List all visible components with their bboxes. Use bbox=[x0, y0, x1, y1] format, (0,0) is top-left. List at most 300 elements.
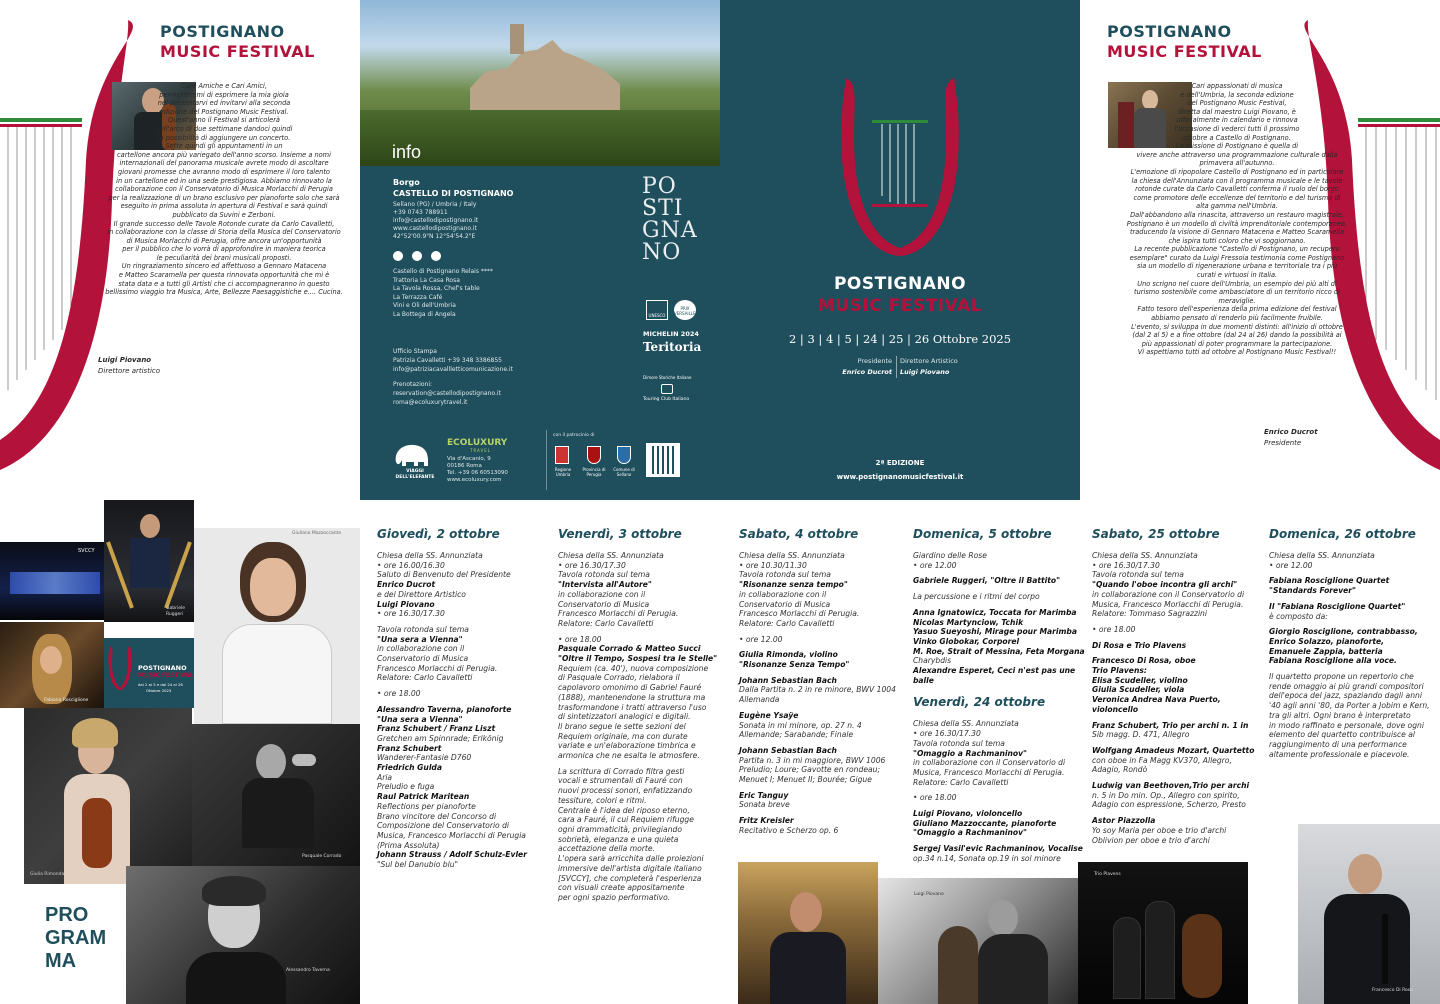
day-column-4 bbox=[913, 527, 1085, 864]
program-line: Relatore: Carlo Cavalletti bbox=[377, 673, 473, 683]
program-line: Allemanda bbox=[739, 695, 780, 705]
text-line: Cari appassionati di musica bbox=[1191, 82, 1283, 90]
program-line: con visuali create appositamente bbox=[558, 883, 685, 893]
program-line: "Una sera a Vienna" bbox=[377, 634, 463, 644]
program-line: Musica, Francesco Morlacchi di Perugia bbox=[377, 830, 526, 840]
program-line: • ore 16.30/17.30 bbox=[377, 609, 445, 619]
press-block bbox=[393, 357, 513, 374]
day-title: Domenica, 5 ottobre bbox=[913, 527, 1052, 541]
program-line: op.34 n.14, Sonata op.19 in sol minore bbox=[913, 853, 1061, 863]
program-line: Relatore: Carlo Cavalletti bbox=[558, 618, 654, 628]
text-line: in un cartellone ed in una sede prestigiosa. Abbiamo rinnovato la bbox=[116, 176, 332, 185]
program-line: Menuet I; Menuet II; Bourée; Gigue bbox=[739, 775, 872, 785]
text-line: Vini e Oli dell'Umbria bbox=[393, 302, 456, 309]
cover-panel bbox=[720, 0, 1080, 500]
left-panel-title-1: POSTIGNANO bbox=[160, 22, 285, 41]
text-line: Fatto tesoro dell'esperienza della prima edizione del festival bbox=[1137, 305, 1337, 314]
text-line: per il pubblico che lo vorrà di approfondire in maniera teorica bbox=[122, 245, 326, 254]
program-line: dell'epoca del jazz, spaziando dagli anni bbox=[1269, 691, 1422, 701]
social-icons bbox=[393, 246, 441, 265]
program-line: Johann Strauss / Adolf Schulz-Evler bbox=[377, 850, 527, 860]
youtube-icon[interactable] bbox=[431, 251, 441, 261]
text-line: cartellone ancora più variegato dell'anno scorso. Insieme a nomi bbox=[117, 150, 331, 159]
program-line: Requiem (ca. 40'), nuova composizione bbox=[558, 663, 709, 673]
elephant-icon bbox=[392, 442, 432, 468]
text-line: L'emozione di ripopolare Castello di Postignano ed in particolare bbox=[1130, 167, 1344, 176]
program-line: Di Rosa e Trio Plavens bbox=[1092, 640, 1187, 650]
text-line: permettetemi di esprimere la mia gioia bbox=[159, 90, 289, 99]
program-line: "Omaggio a Rachmaninov" bbox=[913, 828, 1028, 838]
program-line: Tavola rotonda sul tema bbox=[1092, 570, 1184, 580]
program-line: Chiesa della SS. Annunziata bbox=[1092, 551, 1198, 560]
program-line: Sib magg. D. 471, Allegro bbox=[1092, 730, 1190, 740]
text-line: e dell'Umbria, la seconda edizione bbox=[1180, 90, 1294, 99]
program-line: Elisa Scudeller, violino bbox=[1092, 675, 1188, 685]
program-line: Anna Ignatowicz, Toccata for Marimba bbox=[913, 607, 1077, 617]
text-line: ufficialmente in calendario e rinnova bbox=[1176, 116, 1298, 125]
program-line: Dalla Partita n. 2 in re minore, BWV 1004 bbox=[739, 685, 896, 695]
text-line: edizione del Postignano Music Festival. bbox=[159, 107, 289, 116]
day-title: Giovedì, 2 ottobre bbox=[377, 527, 500, 541]
program-line: Astor Piazzolla bbox=[1092, 816, 1156, 826]
program-line: Trio Plavens: bbox=[1092, 666, 1147, 676]
text-line: Un ringraziamento sincero ed affettuoso a Gennaro Matacena bbox=[121, 262, 327, 271]
program-line: "Risonanze Senza Tempo" bbox=[739, 660, 850, 670]
text-line: abbiamo pensato di renderlo più facilmente fruibile. bbox=[1151, 314, 1323, 323]
text-line: STI bbox=[642, 196, 684, 221]
photo-collage bbox=[0, 500, 360, 1004]
text-line: traducendo la visione di Gennaro Matacena e Matteo Scaramella bbox=[1129, 228, 1345, 237]
right-letter-panel bbox=[1080, 0, 1440, 500]
giuliano-photo: Giuliano Mazzoccante bbox=[194, 528, 360, 724]
program-line: Tavola rotonda sul tema bbox=[377, 624, 469, 634]
program-line: • ore 16.30/17.30 bbox=[558, 560, 626, 570]
program-line: nuovi processi sonori, enfatizzando bbox=[558, 786, 693, 796]
day-column-2 bbox=[558, 527, 728, 903]
program-line: • ore 12.00 bbox=[739, 634, 783, 644]
program-line: Gretchen am Spinnrade; Erlkönig bbox=[377, 733, 504, 743]
text-line: La missione di Postignano è quella di bbox=[1175, 142, 1299, 151]
edition-label: 2ª EDIZIONE bbox=[875, 459, 925, 467]
program-line: Fabiana Rosciglione alla voce. bbox=[1269, 656, 1397, 666]
program-line: Musica, Francesco Morlacchi di Perugia. bbox=[913, 767, 1065, 777]
program-line: Adagio con espressione, Scherzo, Presto bbox=[1092, 800, 1246, 810]
text-line: del Postignano Music Festival, bbox=[1187, 99, 1287, 108]
program-line: "Sul bel Danubio blu" bbox=[377, 860, 459, 870]
text-line: NO bbox=[642, 240, 682, 265]
text-line: Uno scrigno nel cuore dell'Umbria, un esempio dei più alti di bbox=[1137, 279, 1337, 288]
program-line: Musica, Francesco Morlacchi di Perugia. bbox=[1092, 599, 1244, 609]
facebook-icon[interactable] bbox=[393, 251, 403, 261]
program-line: • ore 18.00 bbox=[1092, 624, 1136, 634]
program-line: La scrittura di Corrado filtra gesti bbox=[558, 766, 685, 776]
program-line: in collaborazione con il bbox=[558, 589, 646, 599]
cover-divider bbox=[896, 356, 897, 378]
text-line: L'evento, si sviluppa in due momenti distinti: all'inizio di ottobre bbox=[1131, 322, 1343, 331]
program-line: Oblivion per oboe e trio d'archi bbox=[1092, 835, 1210, 845]
instagram-icon[interactable] bbox=[412, 251, 422, 261]
program-line: Charybdis bbox=[913, 656, 952, 666]
program-line: Tavola rotonda sul tema bbox=[739, 570, 831, 580]
day-column-5 bbox=[1092, 527, 1264, 845]
text-line: Postignano è un modello di civiltà imprenditoriale contemporanea, bbox=[1126, 219, 1348, 228]
text-line: Castello di Postignano Relais **** bbox=[393, 268, 493, 275]
program-line: • ore 16.30/17.30 bbox=[913, 729, 981, 739]
program-line: "Quando l'oboe incontra gli archi" bbox=[1092, 580, 1238, 590]
text-line: La recente pubblicazione "Castello di Postignano, un recupero bbox=[1134, 245, 1340, 254]
program-line: Chiesa della SS. Annunziata bbox=[1269, 551, 1375, 560]
text-line: in collaborazione con la classe di Storia della Musica del Conservatorio bbox=[107, 228, 341, 237]
text-line: PO bbox=[642, 174, 677, 199]
text-line: Vi aspettiamo tutti ad ottobre al Postignano Music Festival!! bbox=[1137, 348, 1337, 357]
text-line: che ispira tutti coloro che vi soggiornano. bbox=[1168, 236, 1306, 245]
text-line: rotonde curate da Carlo Cavalletti conferma il ruolo del borgo bbox=[1135, 185, 1339, 194]
day-title: Sabato, 25 ottobre bbox=[1092, 527, 1220, 541]
booking-label: Prenotazioni: bbox=[393, 381, 433, 388]
program-line: Centrale è l'idea del riposo eterno, bbox=[558, 805, 690, 815]
program-line: Allemande; Sarabande; Finale bbox=[739, 730, 854, 740]
fabiana-photo: Fabiana Rosciglione bbox=[0, 622, 104, 708]
borgo-name: CASTELLO DI POSTIGNANO bbox=[393, 189, 514, 198]
text-line: info@patriziacavallletticomunicazione.it bbox=[393, 365, 513, 373]
director-name: Luigi Piovano bbox=[900, 368, 950, 376]
text-line: Patrizia Cavalletti +39 348 3386855 bbox=[393, 357, 502, 364]
program-line: Fabiana Rosciglione Quartet bbox=[1269, 576, 1390, 586]
program-line: Wolfgang Amadeus Mozart, Quartetto bbox=[1092, 745, 1255, 755]
program-line: Chiesa della SS. Annunziata bbox=[739, 551, 845, 560]
right-panel-title-1: POSTIGNANO bbox=[1107, 22, 1232, 41]
president-name: Enrico Ducrot bbox=[842, 368, 892, 376]
program-line: Francesco Morlacchi di Perugia. bbox=[558, 609, 679, 619]
program-line: "Una sera a Vienna" bbox=[377, 714, 463, 724]
left-panel-title-2: MUSIC FESTIVAL bbox=[160, 42, 315, 61]
program-line: trasformandone i tratti attraverso l'uso bbox=[558, 702, 707, 712]
program-line: Saluto di Benvenuto del Presidente bbox=[377, 570, 511, 580]
text-line: vivere anche attraverso una programmazione culturale dalla bbox=[1136, 150, 1338, 159]
comune-sellano-crest bbox=[617, 446, 631, 464]
program-line: Partita n. 3 in mi maggiore, BWV 1006 bbox=[739, 755, 886, 765]
program-line: Pasquale Corrado & Matteo Succi bbox=[558, 644, 701, 654]
day-title: Venerdì, 3 ottobre bbox=[558, 527, 682, 541]
left-signature-role: Direttore artistico bbox=[98, 367, 161, 375]
text-line: La Terrazza Café bbox=[393, 293, 443, 301]
teritoria-label: Teritoria bbox=[643, 340, 702, 354]
program-line: • ore 18.00 bbox=[377, 689, 421, 699]
provincia-perugia-crest bbox=[587, 446, 601, 464]
text-line: GNA bbox=[642, 218, 698, 243]
program-line: Adagio, Rondò bbox=[1092, 765, 1148, 775]
text-line: turismo sostenibile come ambasciatore di un territorio ricco di bbox=[1134, 288, 1340, 297]
program-line: • ore 18.00 bbox=[558, 634, 602, 644]
program-line: cara a Fauré, il cui Requiem rifugge bbox=[558, 815, 694, 825]
program-line: Sergej Vasil'evic Rachmaninov, Vocalise bbox=[913, 844, 1083, 854]
program-line: in collaborazione con il Conservatorio di bbox=[1092, 589, 1245, 599]
regione-umbria-label: Regione Umbria bbox=[554, 467, 572, 477]
program-line: Alessandro Taverna, pianoforte bbox=[377, 704, 512, 714]
text-line: Care Amiche e Cari Amici, bbox=[181, 82, 267, 90]
text-line: Dall'abbandono alla rinascita, attraverso un restauro magistrale, bbox=[1130, 210, 1344, 219]
program-line: Tavola rotonda sul tema bbox=[558, 570, 650, 580]
ecoluxury-label: ECOLUXURY bbox=[447, 438, 508, 448]
right-signature-role: Presidente bbox=[1264, 439, 1302, 447]
text-line: La Bottega di Angela bbox=[393, 310, 456, 318]
program-line: raggiungimento di una performance bbox=[1269, 739, 1407, 749]
press-label: Ufficio Stampa bbox=[393, 348, 437, 355]
program-line: Giulia Scudeller, viola bbox=[1092, 685, 1185, 695]
pasquale-photo: Pasquale Corrado bbox=[192, 724, 360, 866]
text-line: 00186 Roma bbox=[447, 463, 482, 469]
text-line: per la realizzazione di un brano esclusivo per pianoforte solo che sarà bbox=[108, 193, 340, 202]
program-line: Johann Sebastian Bach bbox=[739, 675, 837, 685]
program-line: Luigi Piovano, violoncello bbox=[913, 809, 1023, 819]
text-line: reservation@castellodipostignano.it bbox=[393, 390, 501, 397]
program-line: Requiem originale, ma con durate bbox=[558, 731, 688, 741]
program-line: rende omaggio ai più grandi compositori bbox=[1269, 681, 1424, 691]
day-title: Sabato, 4 ottobre bbox=[739, 527, 859, 541]
website-link[interactable]: www.postignanomusicfestival.it bbox=[836, 473, 964, 481]
program-line: Fritz Kreisler bbox=[739, 816, 794, 826]
text-line: ottobre a Castello di Postignano. bbox=[1183, 133, 1291, 142]
lyre-logo bbox=[840, 78, 960, 258]
program-line: Francesco Morlacchi di Perugia. bbox=[739, 609, 860, 619]
program-line: Conservatorio di Musica bbox=[558, 599, 650, 609]
day-title: Domenica, 26 ottobre bbox=[1269, 527, 1416, 541]
day-column-1 bbox=[377, 527, 547, 870]
program-line: Enrico Ducrot bbox=[377, 580, 436, 590]
program-line: Tavola rotonda sul tema bbox=[913, 738, 1005, 748]
program-line: Chiesa della SS. Annunziata bbox=[913, 719, 1019, 729]
program-line: Relatore: Carlo Cavalletti bbox=[739, 618, 835, 628]
text-line: di Musica Morlacchi di Perugia, offre ancora un'opportunità bbox=[126, 236, 322, 245]
text-line: La Tavola Rossa, Chef's table bbox=[393, 285, 480, 292]
comune-sellano-label: Comune di Sellano bbox=[613, 467, 635, 477]
program-line: Preludio; Loure; Gavotte en rondeau; bbox=[739, 765, 881, 775]
program-line: n. 5 in Do min. Op., Allegro con spirito, bbox=[1092, 790, 1240, 800]
text-line: pubblicato da Suvini e Zerboni. bbox=[172, 210, 276, 219]
program-line: è composto da: bbox=[1269, 611, 1328, 621]
luigi-photo: Luigi Piovano bbox=[878, 878, 1078, 1004]
program-line: [SVCCY], che completerà l'esperienza bbox=[558, 873, 702, 883]
program-line: "Oltre il Tempo, Sospesi tra le Stelle" bbox=[558, 654, 718, 664]
text-line: eseguito in prima assoluta in apertura di Festival e sarà quindi bbox=[120, 202, 328, 211]
text-line: come promotore delle eccellenze del territorio e del turismo di bbox=[1133, 193, 1341, 202]
ecoluxury-address bbox=[447, 456, 508, 484]
alessandro-photo: Alessandro Taverna bbox=[126, 866, 360, 1004]
right-letter-body bbox=[1102, 82, 1372, 357]
touring-club-icon bbox=[661, 384, 673, 394]
program-line: Chiesa della SS. Annunziata bbox=[377, 551, 483, 560]
viaggi-elefante-label: VIAGGI DELL'ELEFANTE bbox=[395, 469, 435, 480]
text-line: giovani promesse che avranno modo di esprimere il loro talento bbox=[118, 167, 330, 176]
program-line: sobrietà, eleganza e una quieta bbox=[558, 834, 679, 844]
program-line: Aria bbox=[377, 772, 393, 782]
program-line: Francesco Di Rosa, oboe bbox=[1092, 656, 1196, 666]
program-line: Sonata in mi minore, op. 27 n. 4 bbox=[739, 720, 862, 730]
program-line: Alexandre Esperet, Ceci n'est pas une balle bbox=[913, 666, 1076, 685]
touring-club-label: Touring Club Italiano bbox=[643, 397, 690, 402]
program-line: Preludio e fuga bbox=[377, 782, 435, 792]
program-line: • ore 16.30/17.30 bbox=[1092, 560, 1160, 570]
program-line: Franz Schubert / Franz Liszt bbox=[377, 724, 496, 734]
program-line: elemento del quartetto contribuisce al bbox=[1269, 730, 1416, 740]
program-line: per ogni spazio performativo. bbox=[558, 892, 671, 902]
program-line: Giardino delle Rose bbox=[913, 551, 987, 560]
provincia-perugia-label: Provincia di Perugia bbox=[582, 467, 606, 477]
postignano-vertical-logo bbox=[642, 176, 712, 264]
right-panel-title-2: MUSIC FESTIVAL bbox=[1107, 42, 1262, 61]
text-line: (dal 2 al 5) e a fine ottobre (dal 24 al 26) dando la possibilità ai bbox=[1132, 331, 1342, 340]
patronage-box bbox=[546, 430, 680, 490]
text-line: Il grande successo delle Tavole Rotonde curate da Carlo Cavalletti, bbox=[113, 219, 335, 228]
text-line: +39 0743 788911 bbox=[393, 209, 448, 216]
program-line: Giorgio Rosciglione, contrabbasso, bbox=[1269, 627, 1418, 637]
info-panel bbox=[360, 0, 720, 500]
program-line: Enrico Solazzo, pianoforte, bbox=[1269, 636, 1385, 646]
program-line: Veronica Andrea Nava Puerto, violoncello bbox=[1092, 695, 1221, 714]
program-line: • ore 16.00/16.30 bbox=[377, 560, 445, 570]
program-line: in collaborazione con il bbox=[739, 589, 827, 599]
text-line: meraviglie. bbox=[1218, 296, 1256, 305]
text-line: bellissimo viaggio tra Musica, Arte, Bellezze Paesaggistiche e.... Cucina. bbox=[105, 288, 343, 297]
program-line: capolavoro omonimo di Gabriel Fauré bbox=[558, 683, 702, 693]
francesco-photo: Francesco Di Rosa bbox=[1298, 824, 1440, 1004]
text-line: internazionali del panorama musicale avrete modo di ascoltare bbox=[119, 159, 329, 168]
text-line: la possibilità di aggiungere un concerto. bbox=[157, 133, 291, 142]
text-line: primavera all'autunno. bbox=[1199, 159, 1275, 168]
text-line: le peculiarità dei brani musicali proposti. bbox=[156, 253, 292, 262]
qr-code[interactable] bbox=[647, 444, 679, 476]
program-line: Chiesa della SS. Annunziata bbox=[558, 551, 664, 560]
text-line: www.castellodipostignano.it bbox=[393, 225, 477, 232]
program-line: Giuliano Mazzoccante, pianoforte bbox=[913, 818, 1057, 828]
program-line: ogni drammaticità, privilegiando bbox=[558, 824, 682, 834]
program-line: e del Direttore Artistico bbox=[377, 589, 466, 599]
unesco-logo: UNESCO bbox=[646, 300, 668, 320]
text-line: Trattoria La Casa Rosa bbox=[393, 276, 460, 284]
director-label: Direttore Artistico bbox=[900, 357, 958, 365]
program-line: Conservatorio di Musica bbox=[377, 654, 469, 664]
day-column-6 bbox=[1269, 527, 1440, 759]
text-line: nel presentarvi ed invitarvi alla seconda bbox=[157, 99, 291, 108]
program-line: Brano vincitore del Concorso di bbox=[377, 811, 497, 821]
program-line: '40 agli anni '80, da Porter a Jobim e Kern, bbox=[1269, 701, 1430, 711]
text-line: sia un modello di rigenerazione urbana e territoriale tra i più bbox=[1136, 262, 1338, 271]
left-signature: Luigi Piovano bbox=[98, 356, 152, 364]
program-line: Sonata breve bbox=[739, 800, 790, 810]
program-line: Il brano segue le sette sezioni del bbox=[558, 721, 686, 731]
programma-heading: PRO GRAM MA bbox=[45, 904, 107, 972]
dimore-storiche-label: Dimore Storiche Italiane bbox=[643, 375, 692, 380]
program-line: Gabriele Ruggeri, "Oltre il Battito" bbox=[913, 576, 1061, 586]
program-line: Composizione del Conservatorio di bbox=[377, 821, 510, 831]
program-line: • ore 10.30/11.30 bbox=[739, 560, 807, 570]
booking-block bbox=[393, 390, 501, 407]
program-line: (1888), mantenendone la struttura ma bbox=[558, 692, 706, 702]
regione-umbria-crest bbox=[555, 446, 569, 464]
trio-plavens-photo: Trio Plavens bbox=[1078, 862, 1248, 1004]
program-line: con oboe in Fa Magg KV370, Allegro, bbox=[1092, 755, 1232, 765]
program-line: Yasuo Sueyoshi, Mirage pour Marimba bbox=[913, 627, 1077, 637]
program-line: La percussione e i ritmi del corpo bbox=[913, 592, 1040, 602]
text-line: stata data e a tutti gli Artisti che ci accompagneranno in questo bbox=[118, 279, 330, 288]
info-photo-label: info bbox=[392, 142, 422, 162]
program-line: (Prima Assoluta) bbox=[377, 840, 440, 850]
venues-list bbox=[393, 268, 493, 319]
text-line: Tel. +39 06 60513090 bbox=[447, 470, 508, 476]
text-line: Sette quindi gli appuntamenti in un bbox=[165, 142, 283, 151]
cover-title-2: MUSIC FESTIVAL bbox=[817, 296, 983, 316]
program-line: armonica che ne esalta le atmosfere. bbox=[558, 751, 700, 761]
prix-versailles-logo: PRIX VERSAILLES bbox=[674, 300, 696, 320]
text-line: www.ecoluxury.com bbox=[447, 477, 502, 483]
program-line: Franz Schubert bbox=[377, 743, 442, 753]
program-line: Yo soy Maria per oboe e trio d'archi bbox=[1092, 825, 1227, 835]
program-line: L'opera sarà arricchita dalle proiezioni bbox=[558, 854, 704, 864]
program-line: tra gli altri. Ogni brano è interpretato bbox=[1269, 710, 1411, 720]
program-line: Luigi Piovano bbox=[377, 599, 435, 609]
program-line: Emanuele Zappia, batteria bbox=[1269, 646, 1383, 656]
program-line: in collaborazione con il bbox=[377, 644, 465, 654]
program-line: "Risonanze senza tempo" bbox=[739, 580, 848, 590]
patronage-label: con il patrocinio di bbox=[553, 433, 595, 438]
cover-title-1: POSTIGNANO bbox=[833, 274, 967, 294]
program-line: immersive dell'artista digitale italiano bbox=[558, 863, 702, 873]
carlo-photo bbox=[738, 862, 878, 1004]
program-line: tessiture, colori e ritmi. bbox=[558, 795, 647, 805]
program-line: Ludwig van Beethoven,Trio per archi bbox=[1092, 781, 1250, 791]
program-line: Nicolas Martynciow, Tchik bbox=[913, 617, 1024, 627]
program-line: "Intervista all'Autore" bbox=[558, 580, 652, 590]
program-line: Francesco Morlacchi di Perugia. bbox=[377, 663, 498, 673]
program-line: Friedrich Gulda bbox=[377, 763, 442, 773]
program-line: Recitativo e Scherzo op. 6 bbox=[739, 825, 839, 835]
text-line: nell'arco di due settimane dandoci quindi bbox=[155, 124, 293, 133]
president-label: Presidente bbox=[857, 357, 892, 365]
program-line: di Pasquale Corrado, rielabora il bbox=[558, 673, 680, 683]
program-line: Eric Tanguy bbox=[739, 790, 789, 800]
text-line: alta gamma nell'Umbria. bbox=[1196, 202, 1278, 211]
program-line: in collaborazione con il Conservatorio di bbox=[913, 758, 1066, 768]
program-line: Wanderer-Fantasie D760 bbox=[377, 753, 472, 763]
program-line: • ore 18.00 bbox=[913, 793, 957, 803]
giulia-photo: Giulia Rimonda bbox=[24, 708, 192, 884]
text-line: collaborazione con il Conservatorio di Musica Morlacchi di Perugia bbox=[115, 185, 333, 194]
borgo-label: Borgo bbox=[393, 178, 420, 187]
program-line: M. Roe, Strait of Messina, Feta Morgana bbox=[913, 646, 1085, 656]
day-column-3 bbox=[739, 527, 909, 836]
text-line: curati e virtuosi in Italia. bbox=[1196, 271, 1278, 280]
program-line: Johann Sebastian Bach bbox=[739, 745, 837, 755]
program-line: Eugène Ysaÿe bbox=[739, 710, 799, 720]
program-line: Vinko Globokar, Corporel bbox=[913, 636, 1020, 646]
program-line: Reflections per pianoforte bbox=[377, 801, 476, 811]
svccy-photo: SVCCY bbox=[0, 542, 112, 620]
left-letter-body bbox=[98, 82, 350, 297]
text-line: la chiesa dell'Annunziata con il programma musicale e le tavole bbox=[1131, 176, 1343, 185]
program-line: Giulia Rimonda, violino bbox=[739, 650, 838, 660]
program-line: Raul Patrick Maritean bbox=[377, 792, 470, 802]
program-line: di sintetizzatori analogici e digitali. bbox=[558, 712, 691, 722]
text-line: esemplare" curato da Luigi Fressoia testimonia come Postignano bbox=[1129, 253, 1345, 262]
right-signature: Enrico Ducrot bbox=[1264, 428, 1318, 436]
program-line: Franz Schubert, Trio per archi n. 1 in bbox=[1092, 720, 1249, 730]
program-line: Relatore: Tommaso Sagrazzini bbox=[1092, 609, 1207, 619]
cover-dates: 2 | 3 | 4 | 5 | 24 | 25 | 26 Ottobre 2025 bbox=[788, 332, 1012, 346]
program-line: variate e un'elaborazione timbrica e bbox=[558, 741, 696, 751]
text-line: Quest'anno il Festival si articolerà bbox=[168, 116, 280, 125]
program-line: "Omaggio a Rachmaninov" bbox=[913, 748, 1028, 758]
text-line: e Matteo Scaramella per questa rinnovata opportunità che mi è bbox=[118, 271, 330, 280]
